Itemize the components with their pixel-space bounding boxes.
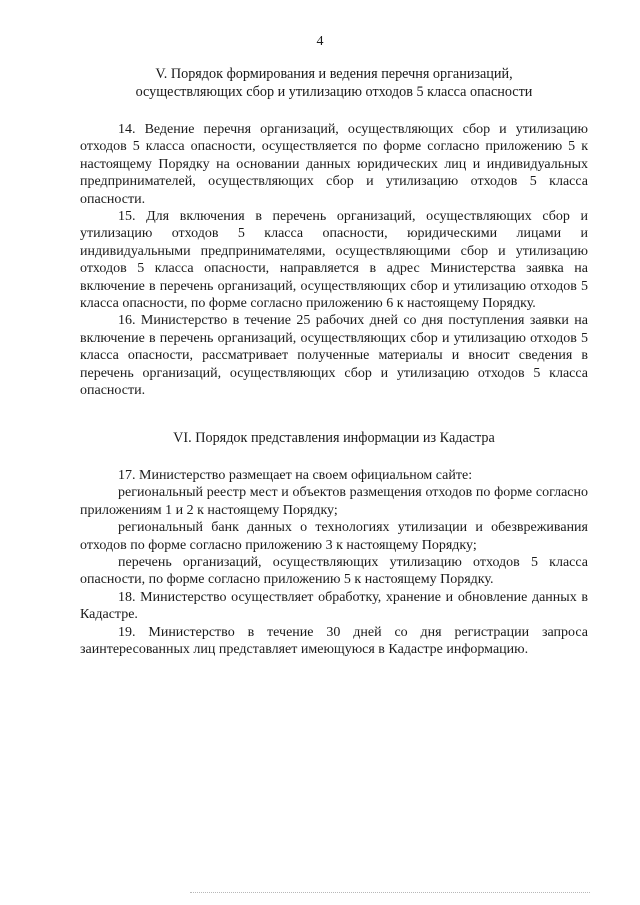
paragraph-17: 17. Министерство размещает на своем официальном сайте: [118, 468, 473, 483]
list-item-organizations: перечень организаций, осуществляющих утилизацию отходов 5 класса опасности, по форме согласно приложению 5 к настоящему Порядку. [80, 555, 588, 588]
section-5-heading [80, 66, 588, 101]
section-6-title: VI. Порядок представления информации из Кадастра [173, 430, 495, 446]
paragraph-18: 18. Министерство осуществляет обработку, хранение и обновление данных в Кадастре. [80, 589, 588, 623]
section-5-body [80, 121, 588, 400]
list-item-registry: региональный реестр мест и объектов размещения отходов по форме согласно приложениям 1 и 2 к настоящему Порядку; [80, 485, 588, 518]
paragraph-14: 14. Ведение перечня организаций, осуществляющих сбор и утилизацию отходов 5 класса опасности, осуществляется по форме согласно приложению 5 к настоящему Порядку на основании данных юридических лиц и индивидуальных предпринимателей, осуществляющих сбор и утилизацию отходов 5 класса опасности. [80, 122, 588, 207]
paragraph-19: 19. Министерство в течение 30 дней со дня регистрации запроса заинтересованных лиц представляет имеющуюся в Кадастре информацию. [80, 624, 588, 658]
section-6-body [80, 467, 588, 658]
section-5-title-line-2: осуществляющих сбор и утилизацию отходов 5 класса опасности [135, 83, 533, 100]
section-5-title-line-1: V. Порядок формирования и ведения перечня организаций, [155, 66, 513, 82]
list-item-data-bank: региональный банк данных о технологиях утилизации и обезвреживания отходов по форме согласно приложению 3 к настоящему Порядку; [80, 520, 588, 553]
paragraph-15: 15. Для включения в перечень организаций, осуществляющих сбор и утилизацию отходов 5 класса опасности, юридическими лицами и индивидуальными предпринимателями, осуществляющими сбор и утилизацию отходов 5 класса опасности, направляется в адрес Министерства заявка на включение в перечень организаций, осуществляющих сбор и утилизацию отходов 5 класса опасности, по форме согласно приложению 6 к настоящему Порядку. [80, 209, 588, 312]
page-number: 4 [316, 34, 324, 49]
section-6-heading [80, 430, 588, 448]
footer-rule [190, 892, 590, 893]
paragraph-16: 16. Министерство в течение 25 рабочих дней со дня поступления заявки на включение в перечень организаций, осуществляющих сбор и утилизацию отходов 5 класса опасности, рассматривает полученные материалы и вносит сведения в перечень организаций, осуществляющих сбор и утилизацию отходов 5 класса опасности. [80, 313, 588, 399]
